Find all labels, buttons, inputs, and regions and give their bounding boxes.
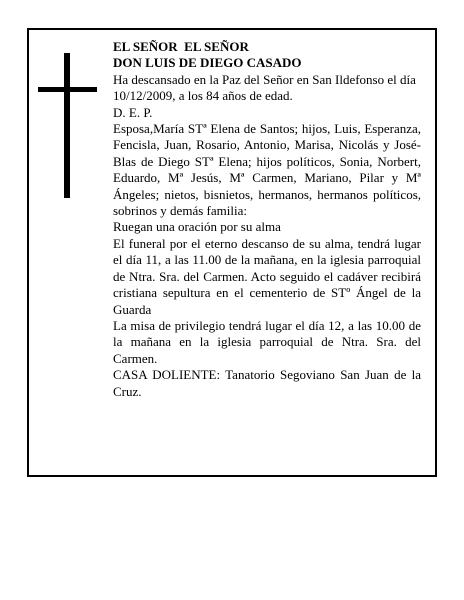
prayer-request: Ruegan una oración por su alma [113, 219, 281, 235]
obituary-text [113, 39, 421, 400]
cross-horizontal-bar [38, 87, 97, 92]
mourning-house: CASA DOLIENTE: Tanatorio Segoviano San Juan de la Cruz. [113, 367, 421, 399]
cross-vertical-bar [64, 53, 70, 198]
family-list: Esposa,María STª Elena de Santos; hijos, Luis, Esperanza, Fencisla, Juan, Rosario, Antonio, Marisa, Nicolás y José-Blas de Diego STª Elena; hijos políticos, Sonia, Norbert, Eduardo, Mª Jesús, Mª Carmen, Mariano, Pilar y Mª Ángeles; nietos, bisnietos, hermanos, hermanos políticos, sobrinos y demás familia: [113, 121, 421, 219]
heading-line-1: EL SEÑOR EL SEÑOR [113, 39, 249, 54]
mass-info: La misa de privilegio tendrá lugar el día 12, a las 10.00 de la mañana en la iglesia parroquial de Ntra. Sra. del Carmen. [113, 317, 421, 366]
dep-abbreviation: D. E. P. [113, 104, 153, 120]
funeral-info: El funeral por el eterno descanso de su alma, tendrá lugar el día 11, a las 11.00 de la mañana, en la iglesia parroquial de Ntra. Sra. del Carmen. Acto seguido el cadáver recibirá cristiana sepultura en el cementerio de STº Ángel de la Guarda [113, 235, 421, 317]
death-info: Ha descansado en la Paz del Señor en San Ildefonso el día 10/12/2009, a los 84 años de edad. [113, 71, 416, 104]
deceased-name: DON LUIS DE DIEGO CASADO [113, 55, 302, 71]
